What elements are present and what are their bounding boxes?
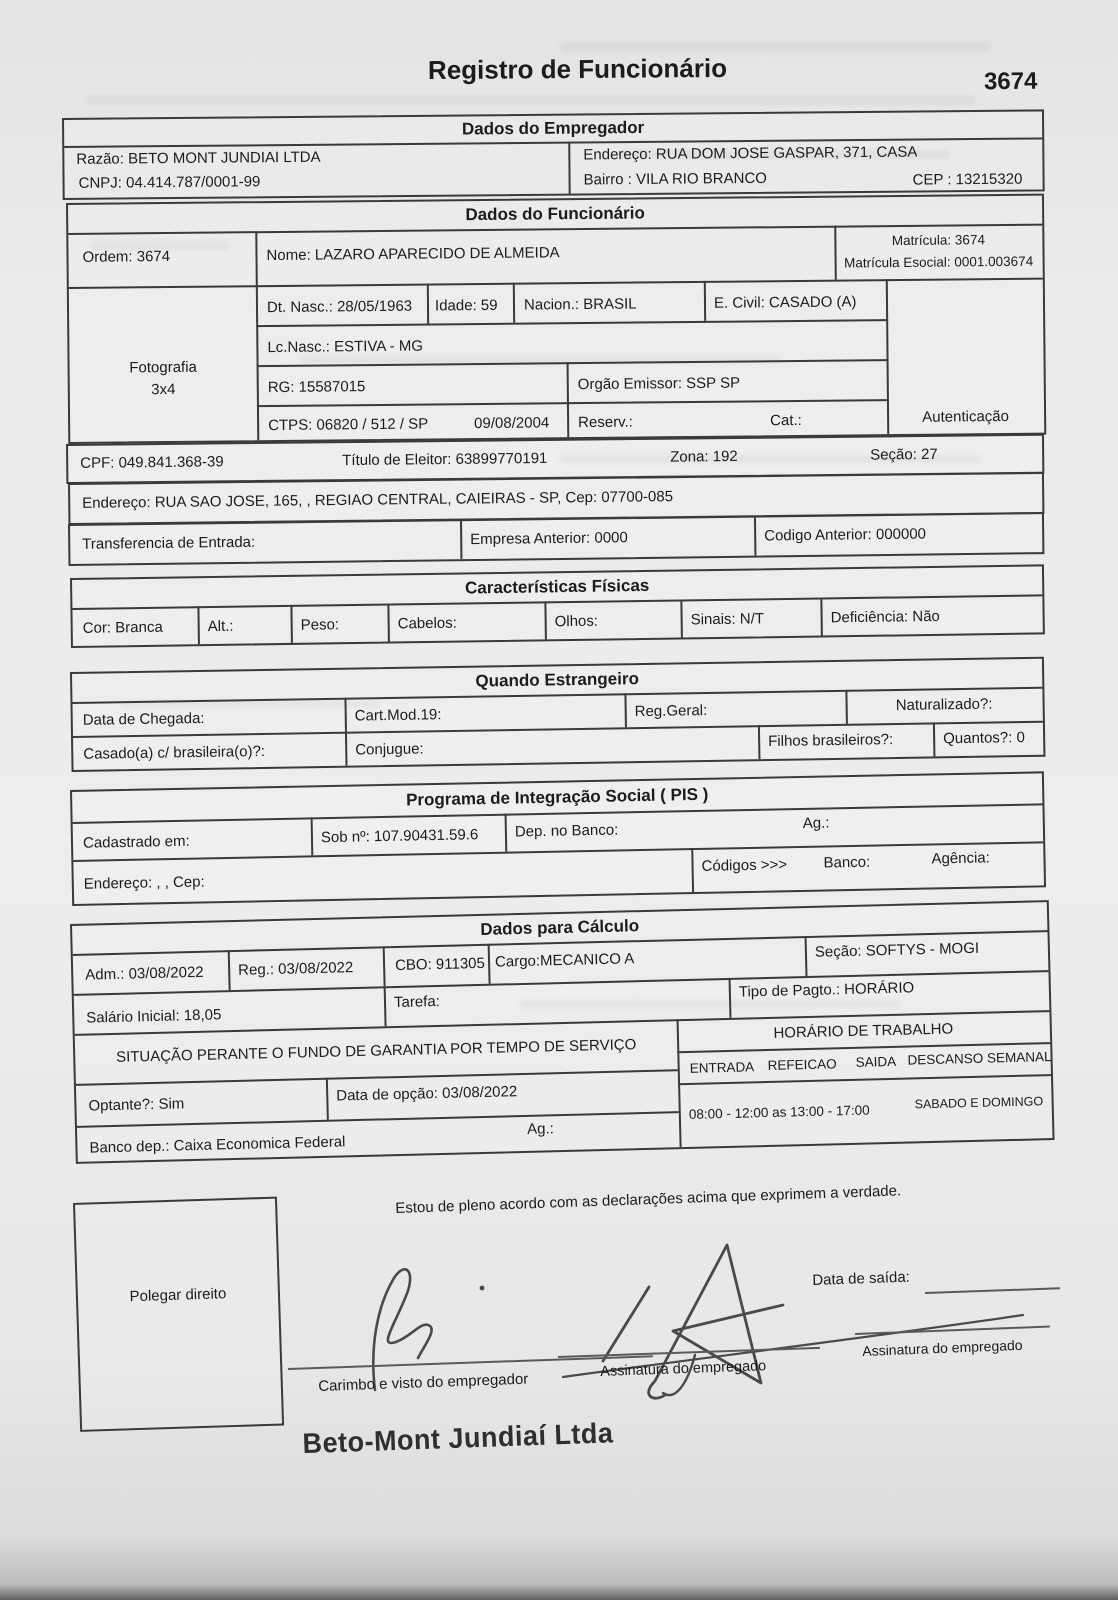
field-lc-nasc: Lc.Nasc.: ESTIVA - MG (267, 337, 424, 357)
divider (326, 1078, 329, 1120)
section-empregador (62, 109, 1045, 200)
divider (256, 319, 886, 327)
field-transferencia: Transferencia de Entrada: (82, 533, 256, 553)
field-cabelos: Cabelos: (397, 614, 457, 633)
col-saida: SAIDA (855, 1053, 897, 1070)
divider (624, 693, 626, 727)
field-endereco-empregador: Endereço: RUA DOM JOSE GASPAR, 371, CASA (583, 143, 918, 164)
col-refeicao: REFEICAO (767, 1056, 837, 1073)
divider (460, 521, 462, 559)
field-olhos: Olhos: (554, 612, 599, 631)
field-fgts-titulo: SITUAÇÃO PERANTE O FUNDO DE GARANTIA POR TEMPO DE SERVIÇO (115, 1036, 637, 1066)
field-endereco-funcionario: Endereço: RUA SAO JOSE, 165, , REGIAO CENTRAL, CAIEIRAS - SP, Cep: 07700-085 (82, 488, 674, 512)
employer-signature-label: Carimbo e visto do empregador (318, 1370, 529, 1395)
field-ordem: Ordem: 3674 (82, 248, 171, 266)
field-banco: Banco: (823, 853, 871, 872)
divider (73, 721, 1043, 738)
field-ctps-data: 09/08/2004 (474, 414, 550, 433)
field-sob-no: Sob nº: 107.90431.59.6 (320, 826, 479, 847)
field-cat: Cat.: (770, 411, 802, 430)
divider (754, 518, 756, 556)
photo-placeholder-line1: Fotografia (129, 358, 197, 377)
field-nacion: Nacion.: BRASIL (523, 295, 637, 314)
field-cor: Cor: Branca (82, 618, 163, 637)
divider (311, 817, 313, 855)
divider (505, 814, 507, 852)
field-alt: Alt.: (207, 617, 234, 636)
field-naturalizado: Naturalizado?: (895, 695, 993, 715)
field-salario-inicial: Salário Inicial: 18,05 (86, 1006, 222, 1027)
field-orgao-emissor: Orgão Emissor: SSP SP (577, 374, 741, 394)
bleed-line (560, 42, 990, 52)
field-cpf: CPF: 049.841.368-39 (80, 453, 224, 472)
divider (387, 604, 389, 642)
field-matricula-esocial: Matrícula Esocial: 0001.003674 (843, 253, 1034, 271)
field-cbo: CBO: 911305 (394, 954, 486, 975)
field-calculo-ag: Ag.: (526, 1120, 555, 1138)
declaration-text: Estou de pleno acordo com as declarações acima que exprimem a verdade. (395, 1182, 902, 1217)
section-calculo (70, 900, 1055, 1164)
section-calculo-title: Dados para Cálculo (480, 916, 640, 939)
thumbprint-label: Polegar direito (129, 1285, 227, 1306)
field-bairro: Bairro : VILA RIO BRANCO (583, 169, 768, 189)
field-secao-eleitoral: Seção: 27 (870, 445, 938, 464)
scan-edge (0, 1584, 1118, 1600)
field-tipo-pagto: Tipo de Pagto.: HORÁRIO (738, 979, 915, 1001)
company-stamp: Beto-Mont Jundiaí Ltda (302, 1417, 614, 1460)
field-peso: Peso: (300, 616, 340, 634)
field-optante: Optante?: Sim (88, 1095, 185, 1115)
field-autenticacao: Autenticação (922, 407, 1010, 426)
field-ctps: CTPS: 06820 / 512 / SP (268, 415, 429, 435)
divider (255, 231, 259, 440)
field-pis-ag: Ag.: (802, 814, 830, 832)
field-reserv: Reserv.: (578, 413, 633, 432)
section-estrangeiro-title: Quando Estrangeiro (475, 669, 640, 691)
photo-placeholder-line2: 3x4 (151, 380, 176, 399)
divider (680, 599, 682, 637)
field-zona: Zona: 192 (670, 447, 738, 466)
divider (383, 946, 385, 986)
divider (567, 362, 569, 437)
section-caracteristicas (70, 564, 1045, 648)
thumbprint-box (73, 1197, 284, 1432)
doc-number: 3674 (983, 67, 1038, 96)
employee-signature-label-center: Assinatura do empregado (600, 1358, 767, 1380)
divider (488, 944, 490, 984)
divider (568, 142, 570, 194)
field-tarefa: Tarefa: (393, 992, 441, 1012)
section-estrangeiro (70, 657, 1045, 772)
field-adm: Adm.: 03/08/2022 (85, 963, 204, 984)
field-titulo-eleitor: Título de Eleitor: 63899770191 (342, 449, 548, 470)
field-deficiencia: Deficiência: Não (830, 607, 940, 627)
field-codigo-anterior: Codigo Anterior: 000000 (764, 525, 927, 545)
field-secao-trabalho: Seção: SOFTYS - MOGI (814, 939, 980, 961)
field-codigos: Códigos >>> (701, 856, 788, 875)
divider (704, 281, 706, 321)
divider (228, 950, 230, 990)
divider (384, 986, 386, 1026)
field-banco-dep: Banco dep.: Caixa Economica Federal (89, 1133, 346, 1157)
field-reg-geral: Reg.Geral: (634, 701, 708, 721)
field-empresa-anterior: Empresa Anterior: 0000 (470, 529, 628, 549)
field-agencia: Agência: (931, 849, 991, 868)
field-razao: Razão: BETO MONT JUNDIAI LTDA (76, 148, 321, 168)
field-descanso-valor: SABADO E DOMINGO (914, 1094, 1044, 1112)
divider (257, 399, 887, 407)
divider (76, 1069, 678, 1085)
divider (69, 278, 1043, 289)
divider (805, 936, 807, 976)
divider (513, 283, 515, 323)
field-reg: Reg.: 03/08/2022 (237, 959, 354, 979)
field-filhos-brasileiros: Filhos brasileiros?: (768, 731, 894, 751)
divider (427, 284, 429, 324)
col-descanso: DESCANSO SEMANAL (907, 1049, 1052, 1068)
divider (729, 978, 731, 1018)
field-quantos: Quantos?: 0 (943, 729, 1026, 748)
section-pis-title: Programa de Integração Social ( PIS ) (405, 784, 709, 810)
divider (933, 722, 935, 756)
section-pis (70, 771, 1046, 906)
field-data-chegada: Data de Chegada: (82, 709, 205, 729)
field-cnpj: CNPJ: 04.414.787/0001-99 (78, 173, 261, 192)
section-caracteristicas-title: Características Físicas (464, 575, 650, 598)
field-cart-mod: Cart.Mod.19: (354, 706, 442, 725)
divider (73, 841, 1043, 861)
divider (691, 848, 693, 892)
divider (197, 606, 199, 644)
field-pis-endereco: Endereço: , , Cep: (83, 873, 205, 893)
field-casado-brasileira: Casado(a) c/ brasileira(o)?: (83, 742, 266, 763)
field-rg: RG: 15587015 (267, 378, 366, 397)
field-cargo: Cargo:MECANICO A (494, 950, 635, 971)
field-dt-nasc: Dt. Nasc.: 28/05/1963 (266, 297, 413, 317)
divider (758, 725, 760, 759)
field-data-opcao: Data de opção: 03/08/2022 (336, 1083, 518, 1105)
section-funcionario-title: Dados do Funcionário (465, 203, 645, 225)
field-cep: CEP : 13215320 (912, 170, 1023, 189)
field-conjugue: Conjugue: (355, 740, 424, 759)
employee-signature-label-right: Assinatura do empregado (862, 1336, 1023, 1359)
field-matricula: Matrícula: 3674 (891, 232, 985, 249)
divider (820, 598, 822, 636)
field-dep-banco: Dep. no Banco: (514, 821, 619, 841)
field-idade: Idade: 59 (434, 296, 498, 315)
section-funcionario (66, 194, 1046, 444)
divider (257, 359, 887, 367)
field-cadastrado-em: Cadastrado em: (82, 832, 190, 852)
field-nome: Nome: LAZARO APARECIDO DE ALMEIDA (266, 244, 560, 265)
page-title: Registro de Funcionário (427, 52, 728, 86)
field-horario-valor: 08:00 - 12:00 as 13:00 - 17:00 (688, 1102, 870, 1122)
divider (77, 1111, 679, 1127)
field-sinais: Sinais: N/T (690, 610, 765, 629)
divider (544, 601, 546, 639)
field-horario-titulo: HORÁRIO DE TRABALHO (773, 1020, 954, 1042)
field-e-civil: E. Civil: CASADO (A) (713, 293, 857, 312)
bleed-line (85, 96, 975, 105)
exit-date-label: Data de saída: (812, 1268, 911, 1289)
section-empregador-title: Dados do Empregador (461, 117, 645, 139)
divider (678, 1074, 1051, 1085)
col-entrada: ENTRADA (689, 1059, 755, 1076)
divider (290, 605, 292, 643)
